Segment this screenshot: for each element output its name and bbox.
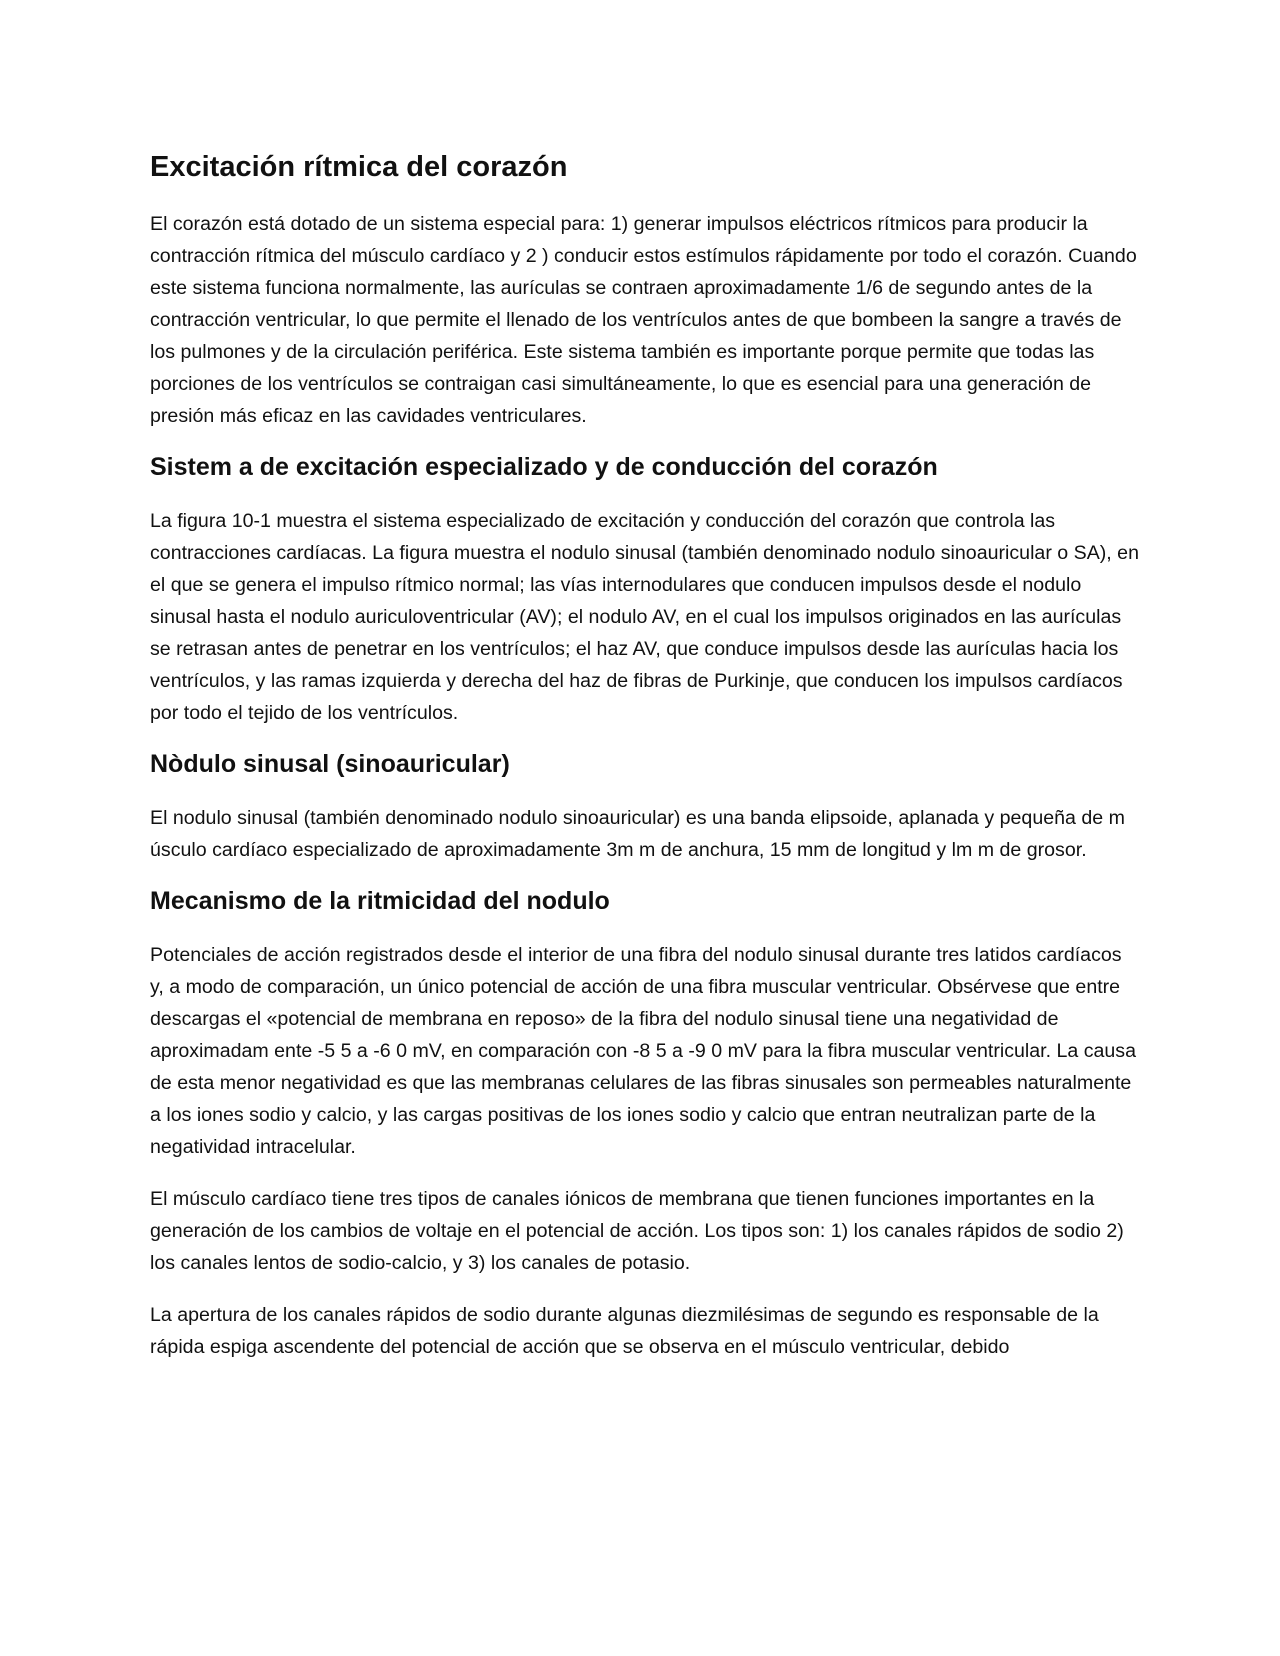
section-heading-sinus-node: Nòdulo sinusal (sinoauricular) xyxy=(150,749,510,778)
document-page xyxy=(150,150,1140,1383)
intro-paragraph: El corazón está dotado de un sistema especial para: 1) generar impulsos eléctricos rítmicos para producir la contracción rítmica del músculo cardíaco y 2 ) conducir estos estímulos rápidamente por todo el corazón. Cuando este sistema funciona normalmente, las aurículas se contraen aproximadamente 1/6 de segundo antes de la contracción ventricular, lo que permite el llenado de los ventrículos antes de que bombeen la sangre a través de los pulmones y de la circulación periférica. Este sistema también es importante porque permite que todas las porciones de los ventrículos se contraigan casi simultáneamente, lo que es esencial para una generación de presión más eficaz en las cavidades ventriculares. xyxy=(150,212,1137,427)
paragraph: El nodulo sinusal (también denominado nodulo sinoauricular) es una banda elipsoide, aplanada y pequeña de m úsculo cardíaco especializado de aproximadamente 3m m de anchura, 15 mm de longitud y lm m de grosor. xyxy=(150,806,1125,861)
page-title: Excitación rítmica del corazón xyxy=(150,151,568,183)
section-heading-conduction-system: Sistem a de excitación especializado y de conducción del corazón xyxy=(150,452,938,481)
paragraph: El músculo cardíaco tiene tres tipos de canales iónicos de membrana que tienen funciones importantes en la generación de los cambios de voltaje en el potencial de acción. Los tipos son: 1) los canales rápidos de sodio 2) los canales lentos de sodio-calcio, y 3) los canales de potasio. xyxy=(150,1187,1124,1274)
paragraph: La figura 10-1 muestra el sistema especializado de excitación y conducción del corazón que controla las contracciones cardíacas. La figura muestra el nodulo sinusal (también denominado nodulo sinoauricular o SA), en el que se genera el impulso rítmico normal; las vías internodulares que conducen impulsos desde el nodulo sinusal hasta el nodulo auriculoventricular (AV); el nodulo AV, en el cual los impulsos originados en las aurículas se retrasan antes de penetrar en los ventrículos; el haz AV, que conduce impulsos desde las aurículas hacia los ventrículos, y las ramas izquierda y derecha del haz de fibras de Purkinje, que conducen los impulsos cardíacos por todo el tejido de los ventrículos. xyxy=(150,509,1139,724)
paragraph: Potenciales de acción registrados desde el interior de una fibra del nodulo sinusal durante tres latidos cardíacos y, a modo de comparación, un único potencial de acción de una fibra muscular ventricular. Obsérvese que entre descargas el «potencial de membrana en reposo» de la fibra del nodulo sinusal tiene una negatividad de aproximadam ente -5 5 a -6 0 mV, en comparación con -8 5 a -9 0 mV para la fibra muscular ventricular. La causa de esta menor negatividad es que las membranas celulares de las fibras sinusales son permeables naturalmente a los iones sodio y calcio, y las cargas positivas de los iones sodio y calcio que entran neutralizan parte de la negatividad intracelular. xyxy=(150,943,1136,1158)
paragraph: La apertura de los canales rápidos de sodio durante algunas diezmilésimas de segundo es responsable de la rápida espiga ascendente del potencial de acción que se observa en el músculo ventricular, debido xyxy=(150,1303,1099,1358)
section-heading-rhythmicity: Mecanismo de la ritmicidad del nodulo xyxy=(150,886,610,915)
